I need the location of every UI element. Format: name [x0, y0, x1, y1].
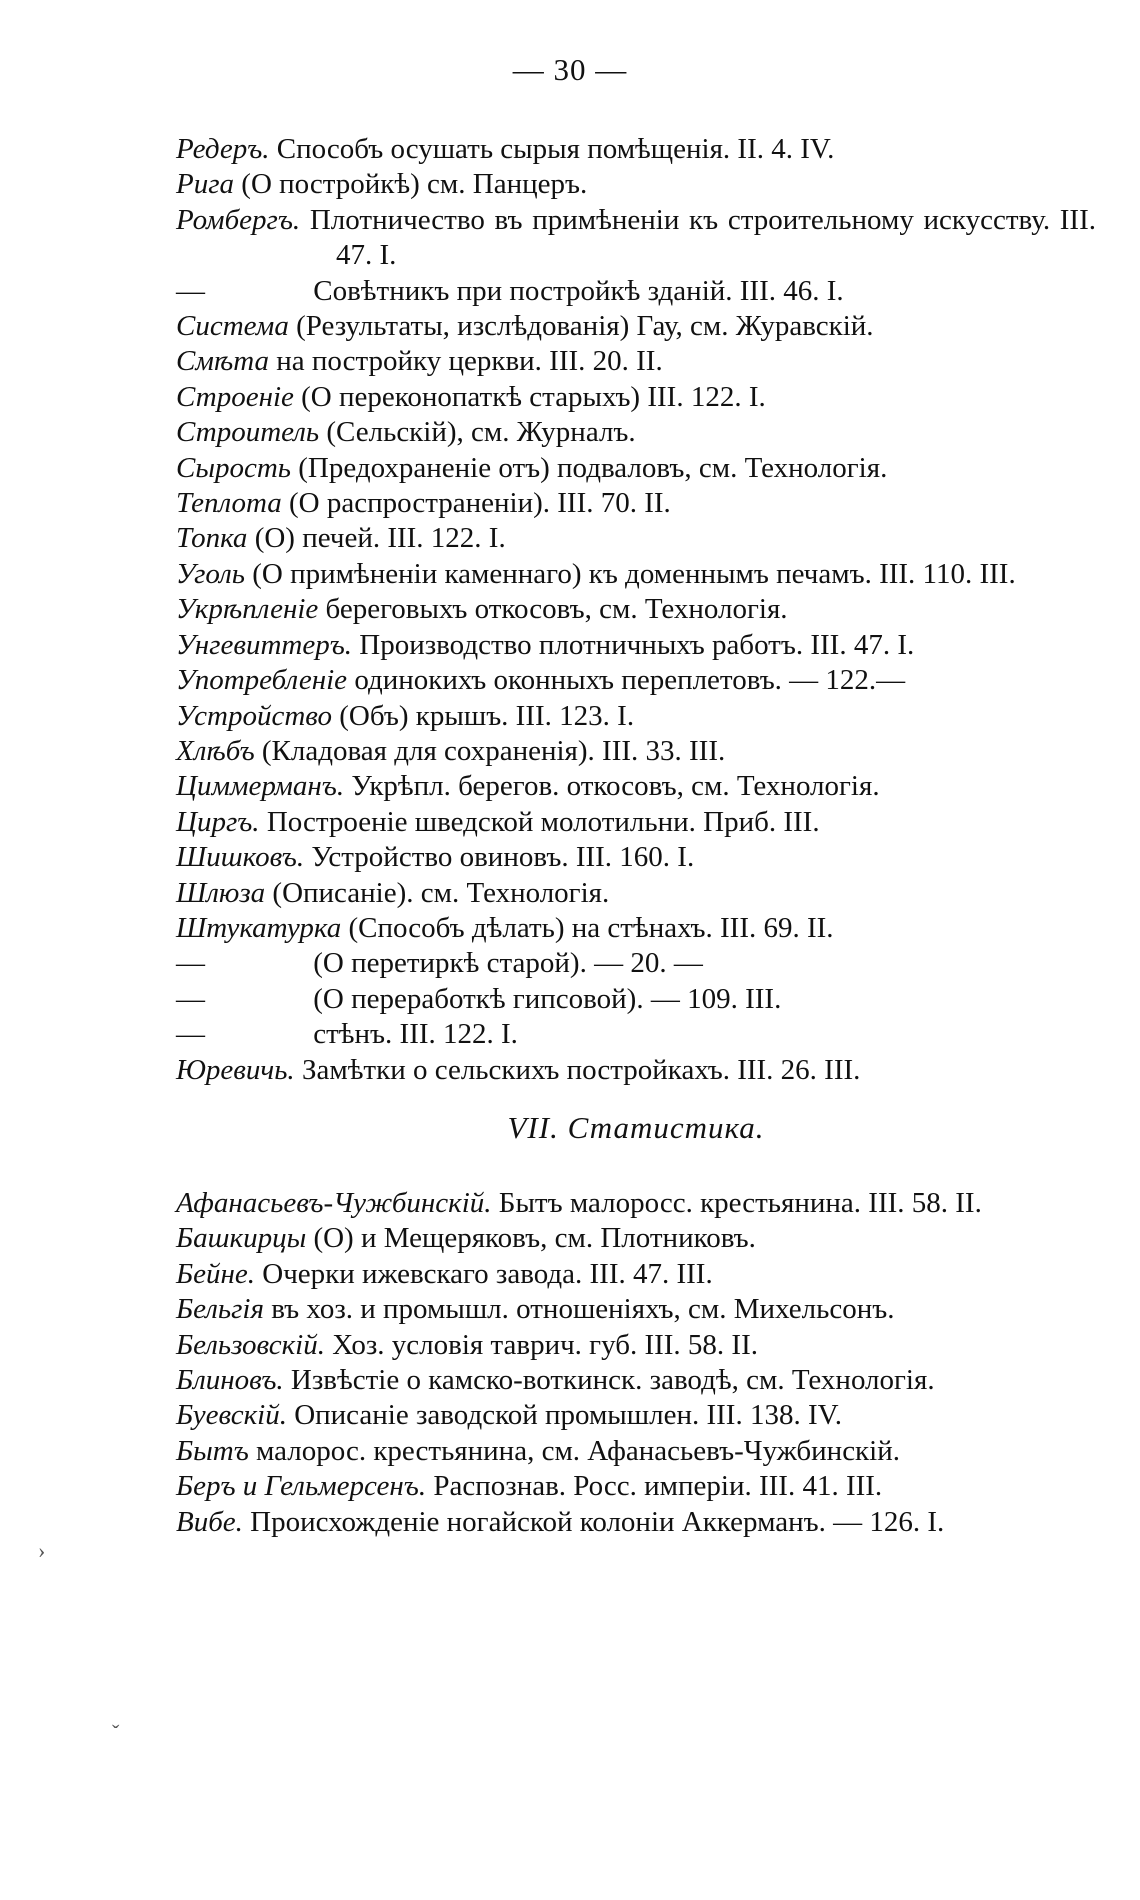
index-entry [176, 486, 1096, 521]
index-entry [176, 521, 1096, 556]
entry-text: Описаніе заводской промышлен. III. 138. IV. [286, 1399, 843, 1432]
entry-heading: Система [176, 310, 289, 343]
entry-heading: Штукатурка [176, 911, 342, 944]
index-entry [176, 1257, 1096, 1292]
index-entry [176, 1363, 1096, 1398]
index-entry [176, 1186, 1096, 1221]
entry-text: Замѣтки о сельскихъ постройкахъ. III. 26. III. [294, 1053, 861, 1086]
entry-text: Распознав. Росс. имперіи. III. 41. III. [426, 1470, 883, 1503]
index-entry [176, 734, 1096, 769]
entry-heading: Бытъ [176, 1434, 249, 1467]
entry-text: (О) печей. III. 122. I. [247, 522, 506, 555]
margin-mark: ˇ [112, 1720, 120, 1745]
index-entry [176, 309, 1096, 344]
index-entry [176, 1017, 1096, 1052]
page-number: — 30 — [512, 52, 628, 87]
entry-text: малорос. крестьянина, см. Афанасьевъ-Чужбинскій. [248, 1434, 900, 1467]
entry-heading: Употребленіе [176, 664, 348, 697]
entry-text: Способъ осушать сырыя помѣщенія. II. 4. IV. [269, 133, 835, 165]
index-entry [176, 1053, 1096, 1088]
entry-text: (О перетиркѣ старой). — 20. — [306, 947, 703, 980]
index-entry [176, 876, 1096, 911]
entry-heading: Бейне. [176, 1257, 255, 1290]
entry-heading: Циммерманъ. [176, 770, 345, 803]
entry-heading: Редеръ. [176, 133, 270, 165]
entry-text: Бытъ малоросс. крестьянина. III. 58. II. [491, 1186, 982, 1219]
entry-text: (О переконопаткѣ старыхъ) III. 122. I. [293, 380, 766, 413]
index-entry [176, 946, 1096, 981]
entry-heading: Строеніе [176, 380, 294, 413]
index-entry [176, 380, 1096, 415]
entry-heading: — [176, 274, 205, 307]
entry-heading: — [176, 1018, 205, 1051]
entry-heading: Устройство [176, 699, 332, 732]
index-entry [176, 663, 1096, 698]
entry-text: въ хоз. и промышл. отношеніяхъ, см. Михельсонъ. [263, 1293, 895, 1326]
margin-mark: › [38, 1538, 46, 1563]
entry-heading: Вибе. [176, 1505, 243, 1538]
entry-text: Хоз. условія таврич. губ. III. 58. II. [324, 1328, 758, 1361]
entry-heading: Башкирцы [176, 1222, 307, 1255]
entry-text: (О) и Мещеряковъ, см. Плотниковъ. [306, 1222, 756, 1255]
index-entry [176, 840, 1096, 875]
entry-heading: Бельгія [176, 1293, 264, 1326]
index-entry [176, 1328, 1096, 1363]
entry-text: Происхожденіе ногайской колоніи Аккерманъ. — 126. I. [242, 1505, 945, 1538]
entry-text: (Результаты, изслѣдованія) Гау, см. Журавскій. [288, 310, 874, 343]
entry-heading: Буевскій. [176, 1399, 287, 1432]
entry-heading: Рига [176, 168, 235, 201]
entry-text: (О распространеніи). III. 70. II. [281, 487, 671, 520]
entry-heading: Циргъ. [176, 805, 260, 838]
entry-text: (Объ) крышъ. III. 123. I. [332, 699, 635, 732]
index-entry [176, 628, 1096, 663]
index-entry [176, 1292, 1096, 1327]
entry-heading: Юревичь. [176, 1053, 295, 1086]
index-entry [176, 1398, 1096, 1433]
index-entry [176, 203, 1096, 274]
index-entry [176, 344, 1096, 379]
entry-text: Плотничество въ примѣненіи къ строительному искусству. III. 47. I. [300, 203, 1096, 272]
entry-text: Очерки ижевскаго завода. III. 47. III. [255, 1257, 713, 1290]
entry-text: (Предохраненіе отъ) подваловъ, см. Технологія. [291, 451, 888, 484]
entry-heading: Хлѣбъ [176, 734, 255, 767]
entry-text: (Способъ дѣлать) на стѣнахъ. III. 69. II. [341, 911, 834, 944]
entry-text: Извѣстіе о камско-воткинск. заводѣ, см. Технологія. [283, 1364, 935, 1396]
index-entry [176, 167, 1096, 202]
entry-text: стѣнъ. III. 122. I. [306, 1018, 518, 1051]
index-entry [176, 699, 1096, 734]
index-entry [176, 274, 1096, 309]
index-entry [176, 1434, 1096, 1469]
index-entry [176, 132, 1096, 167]
entry-text: Построеніе шведской молотильни. Приб. III. [259, 805, 820, 838]
entry-text: Устройство овиновъ. III. 160. I. [304, 841, 695, 874]
entry-text: на постройку церкви. III. 20. II. [269, 345, 663, 378]
index-entry [176, 451, 1096, 486]
entry-text: (О переработкѣ гипсовой). — 109. III. [306, 982, 782, 1015]
entry-heading: Афанасьевъ-Чужбинскій. [176, 1186, 492, 1219]
index-entry [176, 805, 1096, 840]
entry-text: (Описаніе). см. Технологія. [265, 876, 610, 909]
index-entry [176, 1505, 1096, 1540]
entry-text: (О постройкѣ) см. Панцеръ. [234, 168, 588, 201]
index-entry [176, 769, 1096, 804]
entry-heading: — [176, 982, 205, 1015]
entry-text: Совѣтникъ при постройкѣ зданій. III. 46. I. [306, 274, 844, 307]
entry-heading: Топка [176, 522, 248, 555]
index-entry [176, 557, 1096, 592]
index-section-technology [176, 132, 1096, 1088]
entry-heading: Шлюза [176, 876, 266, 909]
entry-heading: Унгевиттеръ. [176, 628, 353, 661]
entry-heading: Сырость [176, 451, 291, 484]
index-entry [176, 911, 1096, 946]
entry-heading: Блиновъ. [176, 1364, 284, 1396]
index-entry [176, 592, 1096, 627]
entry-heading: Шишковъ. [176, 841, 305, 874]
entry-text: Укрѣпл. берегов. откосовъ, см. Технологія. [344, 770, 880, 803]
entry-heading: Бельзовскій. [176, 1328, 325, 1361]
entry-text: (Кладовая для сохраненія). III. 33. III. [254, 734, 726, 767]
entry-heading: Смѣта [176, 345, 269, 378]
index-entry [176, 1221, 1096, 1256]
entry-text: береговыхъ откосовъ, см. Технологія. [318, 593, 788, 626]
entry-text: (О примѣненіи каменнаго) къ доменнымъ печамъ. III. 110. III. [245, 557, 1016, 590]
entry-heading: — [176, 947, 205, 980]
entry-text: Производство плотничныхъ работъ. III. 47. I. [352, 628, 915, 661]
index-entry [176, 1469, 1096, 1504]
index-entry [176, 982, 1096, 1017]
index-section-statistics [176, 1186, 1096, 1540]
entry-heading: Ромбергъ. [176, 203, 301, 236]
section-title: VII. Статистика. [507, 1109, 765, 1145]
entry-heading: Беръ и Гельмерсенъ. [176, 1470, 427, 1503]
entry-heading: Укрѣпленіе [176, 593, 319, 626]
entry-text: (Сельскій), см. Журналъ. [319, 416, 636, 449]
index-entries [176, 132, 1096, 1540]
entry-heading: Теплота [176, 487, 282, 520]
entry-heading: Уголь [176, 557, 246, 590]
entry-text: одинокихъ оконныхъ переплетовъ. — 122.— [347, 664, 906, 697]
entry-heading: Строитель [176, 416, 320, 449]
index-entry [176, 415, 1096, 450]
